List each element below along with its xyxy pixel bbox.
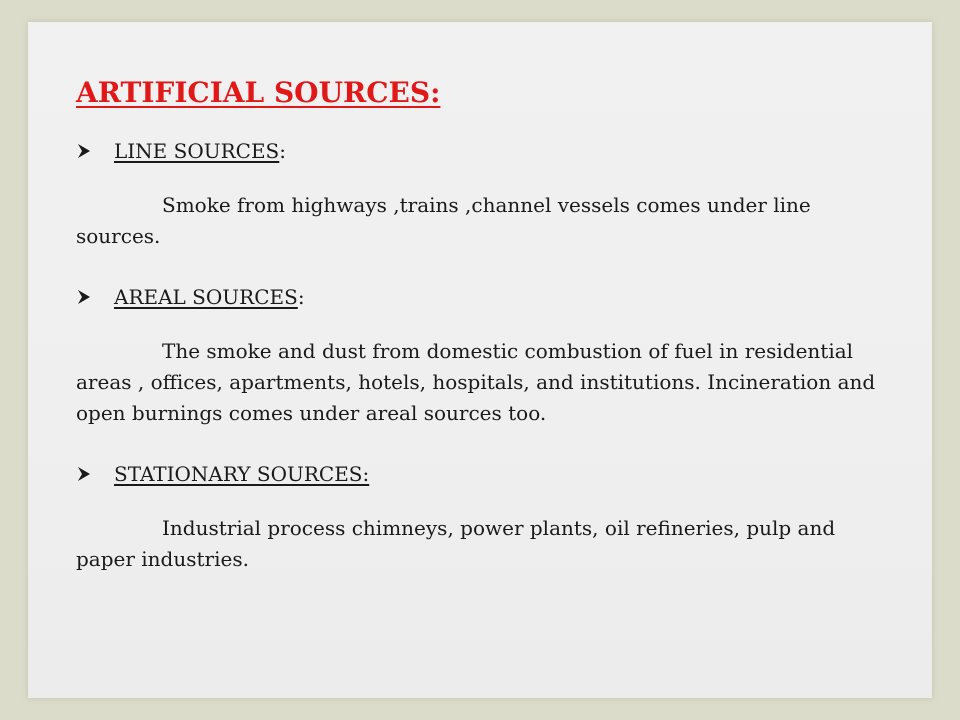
slide-title: ARTIFICIAL SOURCES:: [76, 76, 441, 109]
slide-content: [76, 76, 876, 605]
section-heading-colon: :: [279, 139, 287, 163]
section-heading-areal-sources: [76, 282, 876, 312]
section-heading-text: LINE SOURCES: [114, 139, 280, 163]
section-heading-line-sources: [76, 136, 876, 166]
section-heading-text: STATIONARY SOURCES:: [114, 462, 370, 486]
arrowhead-bullet-icon: [76, 289, 114, 305]
section-heading-colon: :: [297, 285, 305, 309]
arrowhead-bullet-icon: [76, 466, 114, 482]
section-heading-text: AREAL SOURCES: [114, 285, 298, 309]
section-heading-stationary-sources: [76, 459, 876, 489]
section-body: Smoke from highways ,trains ,channel vessels comes under line sources.: [76, 193, 811, 248]
arrowhead-bullet-icon: [76, 143, 114, 159]
section-body: The smoke and dust from domestic combustion of fuel in residential areas , offices, apartments, hotels, hospitals, and institutions. Incineration and open burnings comes under areal sources too.: [76, 339, 876, 425]
section-body: Industrial process chimneys, power plants, oil refineries, pulp and paper industries.: [76, 516, 836, 571]
slide: [28, 22, 932, 698]
